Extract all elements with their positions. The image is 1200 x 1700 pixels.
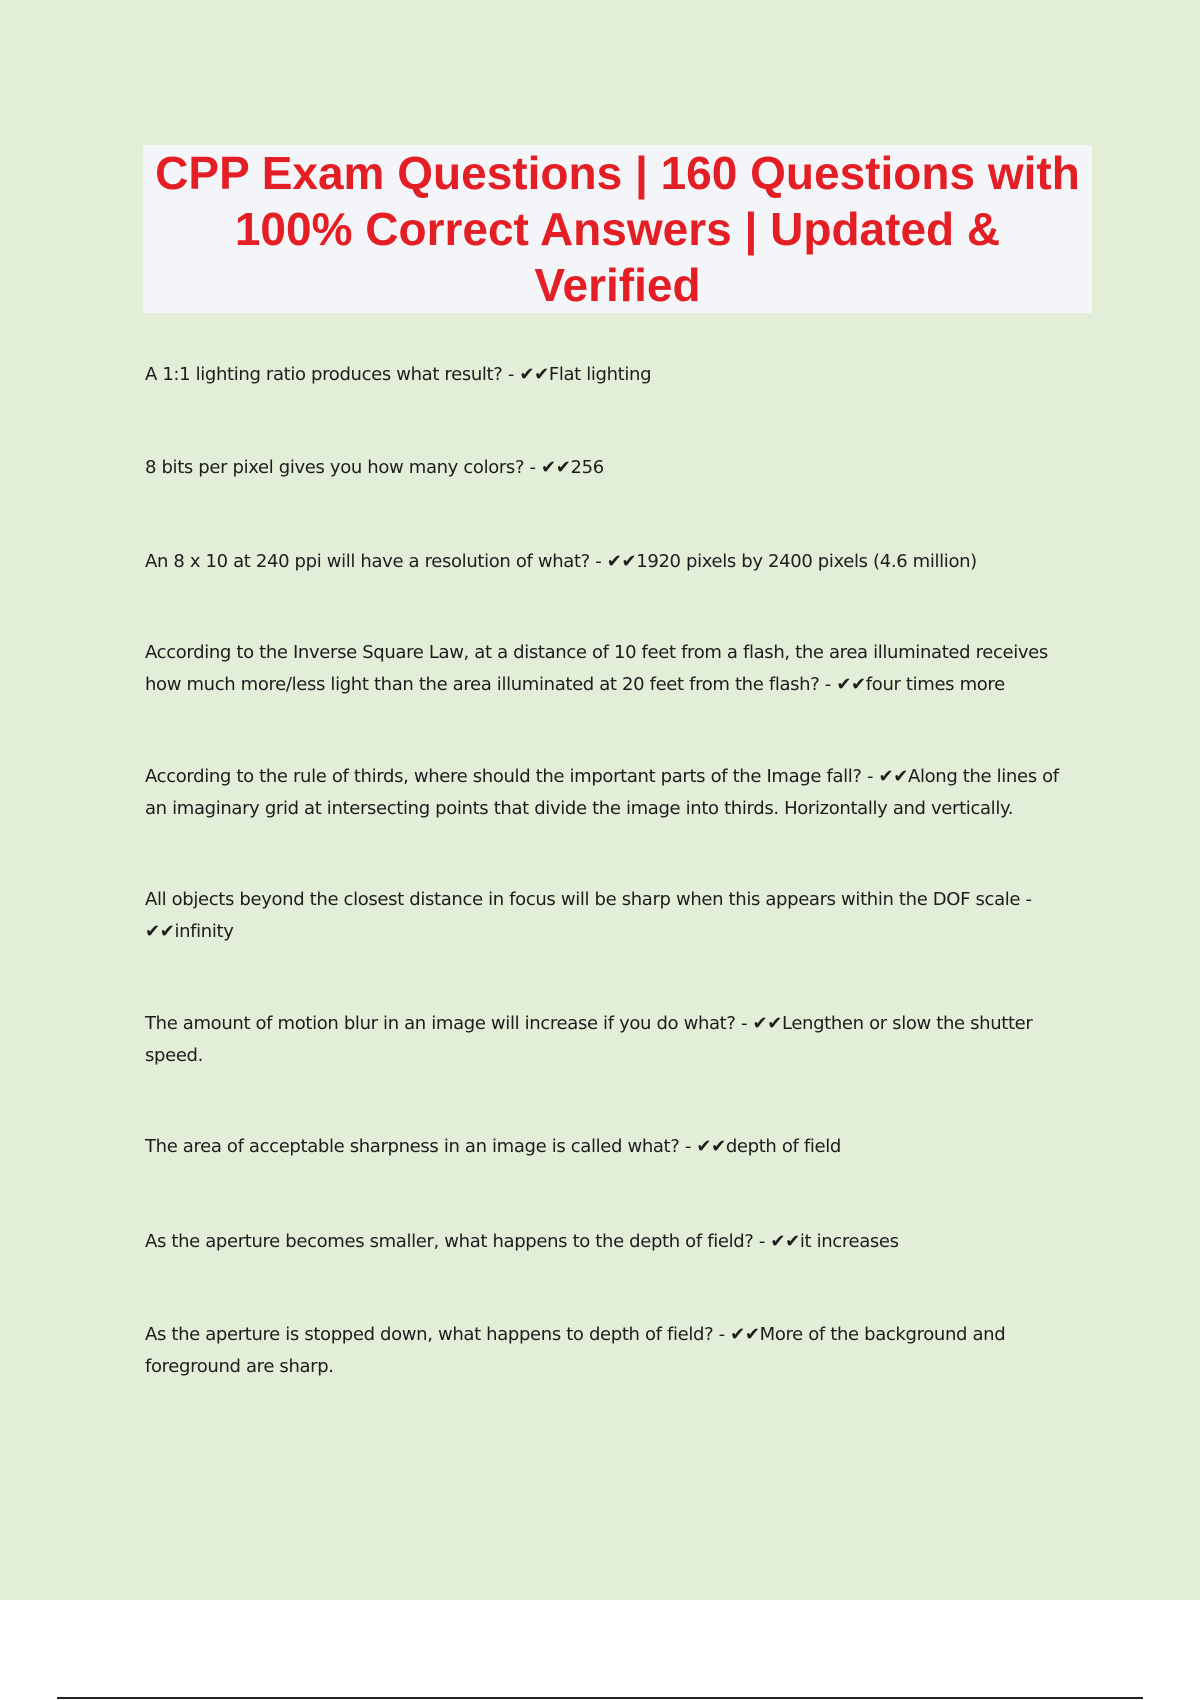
document-title: CPP Exam Questions | 160 Questions with 100% Correct Answers | Updated & Verified bbox=[155, 147, 1080, 311]
qa-item: As the aperture becomes smaller, what happens to the depth of field? - ✔✔it increases bbox=[145, 1231, 899, 1252]
footer-rule bbox=[57, 1697, 1143, 1699]
qa-item: According to the rule of thirds, where should the important parts of the Image fall? - ✔✔Along the lines of an imaginary grid at intersecting points that divide the image into thirds. Horizontally and vertically. bbox=[145, 766, 1059, 819]
qa-item: A 1:1 lighting ratio produces what result? - ✔✔Flat lighting bbox=[145, 364, 652, 385]
qa-item: As the aperture is stopped down, what happens to depth of field? - ✔✔More of the background and foreground are sharp. bbox=[145, 1324, 1006, 1377]
title-box bbox=[143, 145, 1092, 313]
qa-item: 8 bits per pixel gives you how many colors? - ✔✔256 bbox=[145, 457, 604, 478]
qa-item: All objects beyond the closest distance in focus will be sharp when this appears within the DOF scale - ✔✔infinity bbox=[145, 889, 1032, 942]
qa-item: According to the Inverse Square Law, at a distance of 10 feet from a flash, the area illuminated receives how much more/less light than the area illuminated at 20 feet from the flash? - ✔✔four times more bbox=[145, 642, 1048, 695]
qa-item: The area of acceptable sharpness in an image is called what? - ✔✔depth of field bbox=[145, 1136, 841, 1157]
qa-item: An 8 x 10 at 240 ppi will have a resolution of what? - ✔✔1920 pixels by 2400 pixels (4.6 million) bbox=[145, 551, 977, 572]
qa-item: The amount of motion blur in an image will increase if you do what? - ✔✔Lengthen or slow the shutter speed. bbox=[145, 1013, 1033, 1066]
